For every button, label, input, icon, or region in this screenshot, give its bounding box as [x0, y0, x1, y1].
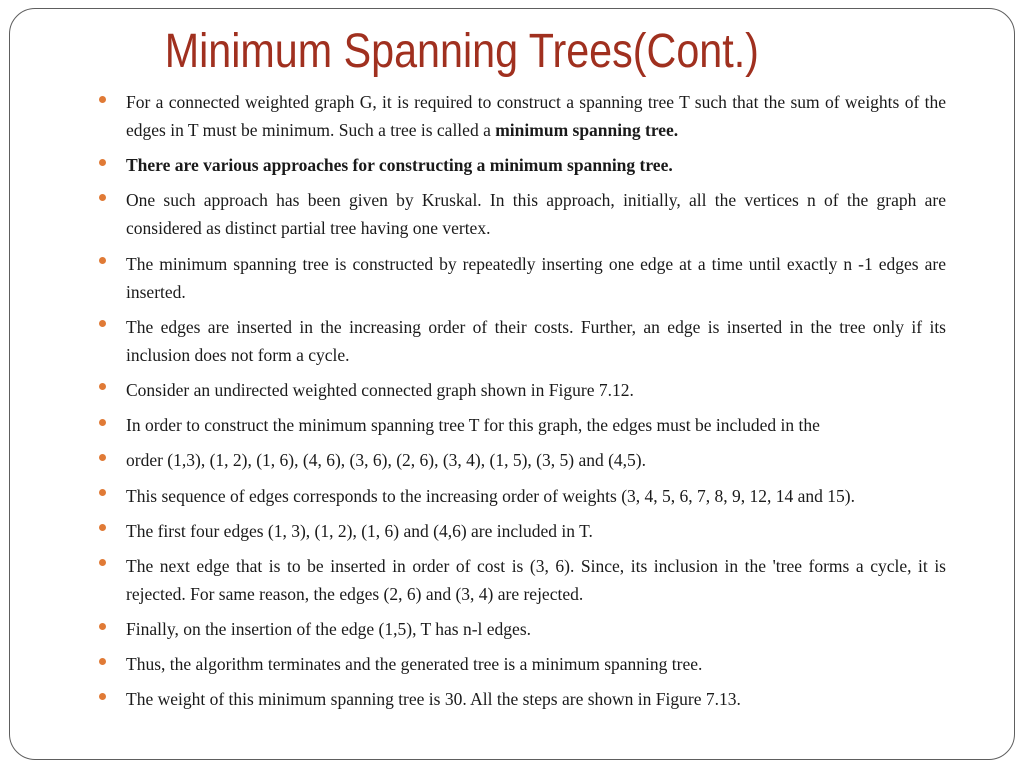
list-item: [96, 376, 946, 404]
bullet-text: The edges are inserted in the increasing order of their costs. Further, an edge is inserted in the tree only if its inclusion does not form a cycle.: [126, 316, 946, 365]
bullet-icon: [99, 383, 106, 390]
bullet-text: The minimum spanning tree is constructed by repeatedly inserting one edge at a time until exactly n -1 edges are inserted.: [126, 253, 946, 302]
slide-title: Minimum Spanning Trees(Cont.): [164, 25, 759, 78]
list-item: [96, 411, 946, 439]
bullet-bold-text: minimum spanning tree.: [495, 120, 679, 140]
list-item: [96, 650, 946, 678]
bullet-icon: [99, 693, 106, 700]
bullet-bold-text: There are various approaches for constructing a minimum spanning tree.: [126, 155, 673, 176]
list-item: [96, 446, 946, 474]
bullet-icon: [99, 658, 106, 665]
bullet-icon: [99, 623, 106, 630]
bullet-text: For a connected weighted graph G, it is required to construct a spanning tree T such that the sum of weights of the edges in T must be minimum. Such a tree is called a: [126, 92, 946, 140]
list-item: [96, 517, 946, 545]
bullet-text: The next edge that is to be inserted in order of cost is (3, 6). Since, its inclusion in the 'tree forms a cycle, it is rejected. For same reason, the edges (2, 6) and (3, 4) are rejected.: [126, 555, 946, 604]
list-item: [96, 482, 946, 510]
bullet-icon: [99, 159, 106, 166]
list-item: [96, 186, 946, 242]
list-item: [96, 552, 946, 608]
bullet-text: In order to construct the minimum spanning tree T for this graph, the edges must be included in the: [126, 415, 820, 436]
bullet-icon: [99, 524, 106, 531]
bullet-text: Consider an undirected weighted connected graph shown in Figure 7.12.: [126, 379, 634, 400]
bullet-text: The first four edges (1, 3), (1, 2), (1, 6) and (4,6) are included in T.: [126, 520, 593, 541]
list-item: [96, 250, 946, 306]
bullet-icon: [99, 489, 106, 496]
bullet-text: The weight of this minimum spanning tree is 30. All the steps are shown in Figure 7.13.: [126, 689, 741, 710]
bullet-icon: [99, 419, 106, 426]
list-item: [96, 615, 946, 643]
list-item: [96, 151, 946, 179]
bullet-text: One such approach has been given by Kruskal. In this approach, initially, all the vertices n of the graph are considered as distinct partial tree having one vertex.: [126, 190, 946, 239]
bullet-text: order (1,3), (1, 2), (1, 6), (4, 6), (3, 6), (2, 6), (3, 4), (1, 5), (3, 5) and (4,5).: [126, 450, 646, 471]
bullet-icon: [99, 559, 106, 566]
list-item: [96, 88, 946, 144]
bullet-text: Finally, on the insertion of the edge (1,5), T has n-l edges.: [126, 619, 532, 640]
bullet-text: Thus, the algorithm terminates and the generated tree is a minimum spanning tree.: [126, 654, 703, 675]
bullet-icon: [99, 194, 106, 201]
bullet-icon: [99, 454, 106, 461]
list-item: [96, 313, 946, 369]
bullet-text: This sequence of edges corresponds to the increasing order of weights (3, 4, 5, 6, 7, 8, 9, 12, 14 and 15).: [126, 485, 855, 506]
list-item: [96, 685, 946, 713]
bullet-list: [96, 88, 946, 721]
bullet-icon: [99, 96, 106, 103]
bullet-icon: [99, 257, 106, 264]
bullet-icon: [99, 320, 106, 327]
